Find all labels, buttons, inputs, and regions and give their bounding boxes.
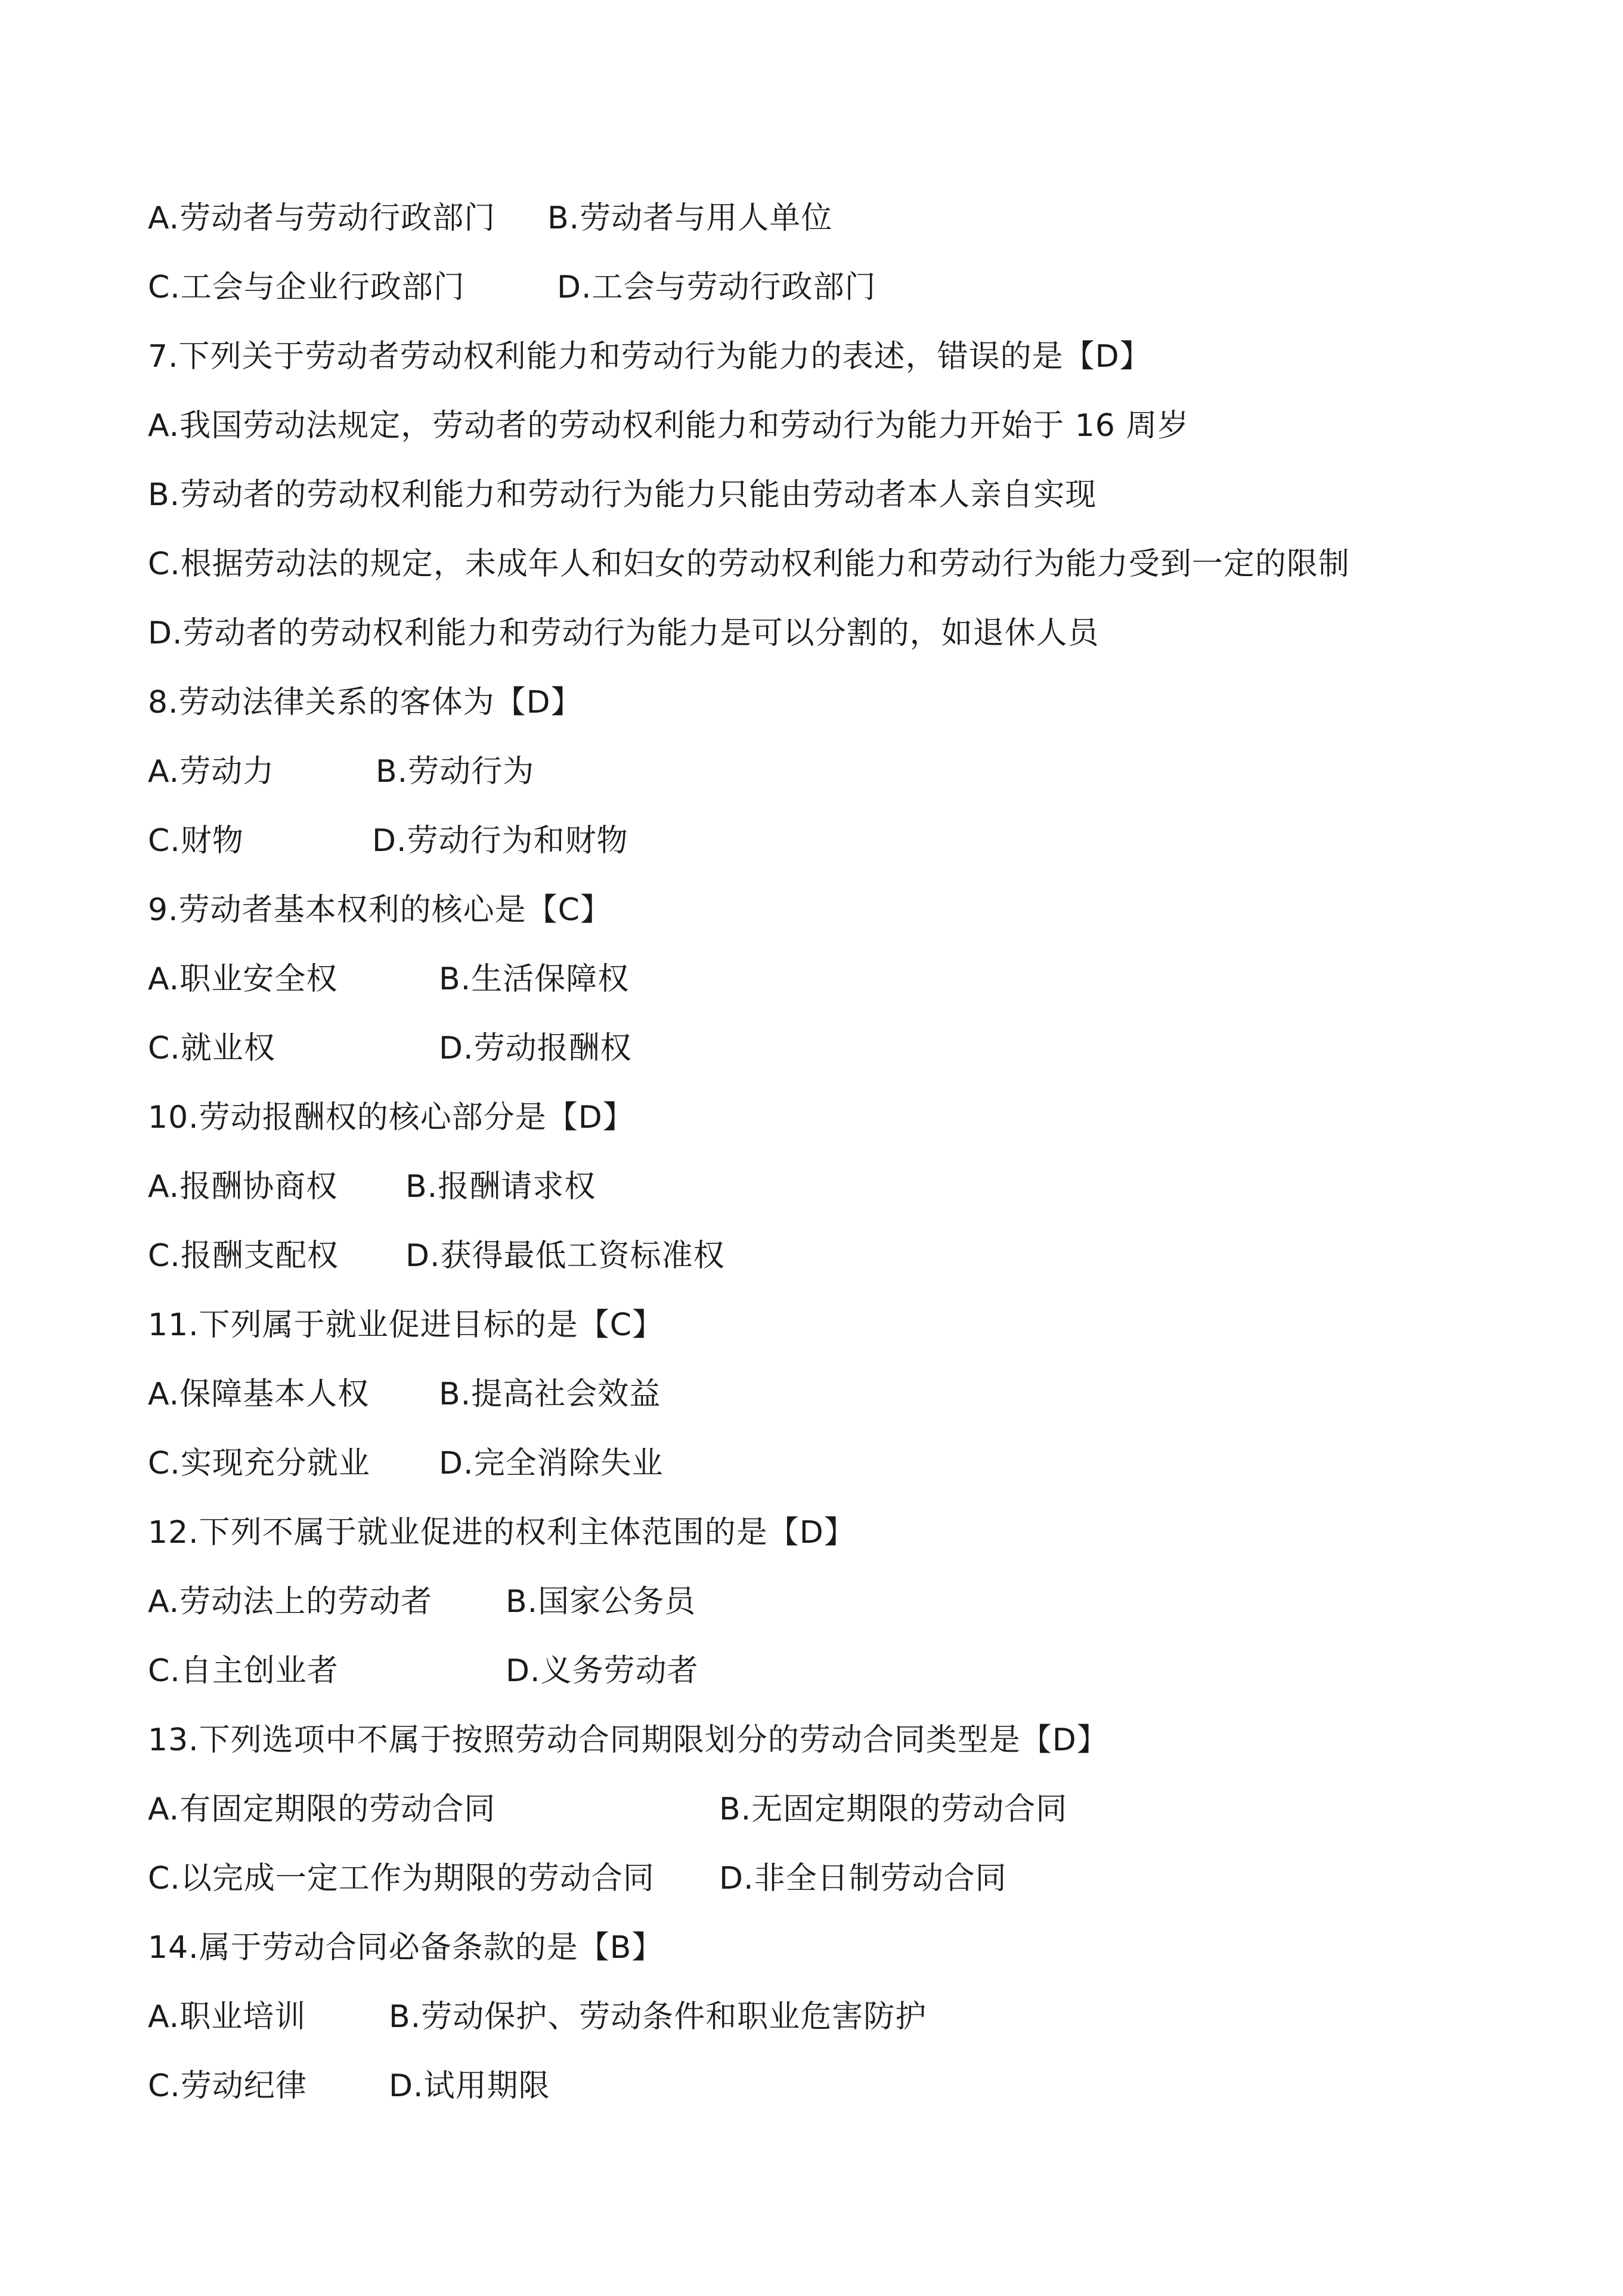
question-text: 14.属于劳动合同必备条款的是【B】 bbox=[148, 1930, 664, 1966]
option-b: B.生活保障权 bbox=[439, 961, 630, 997]
option-a: A.保障基本人权 bbox=[148, 1376, 370, 1412]
option-c: C.实现充分就业 bbox=[148, 1446, 370, 1481]
question-text: 10.劳动报酬权的核心部分是【D】 bbox=[148, 1100, 634, 1135]
option-b: B.无固定期限的劳动合同 bbox=[719, 1791, 1068, 1827]
option-b: B.提高社会效益 bbox=[439, 1376, 661, 1412]
option-a: A.劳动法上的劳动者 bbox=[148, 1584, 433, 1620]
option-b: B.国家公务员 bbox=[506, 1584, 696, 1620]
question-text: 9.劳动者基本权利的核心是【C】 bbox=[148, 892, 612, 928]
option-d: D.试用期限 bbox=[389, 2068, 550, 2104]
option-a: A.有固定期限的劳动合同 bbox=[148, 1791, 496, 1827]
option-d: D.义务劳动者 bbox=[506, 1653, 699, 1689]
option-c: C.劳动纪律 bbox=[148, 2068, 307, 2104]
option-c: C.工会与企业行政部门 bbox=[148, 270, 465, 305]
option-b: B.劳动保护、劳动条件和职业危害防护 bbox=[389, 1999, 927, 2035]
question-text: 11.下列属于就业促进目标的是【C】 bbox=[148, 1307, 664, 1343]
option-a: A.劳动者与劳动行政部门 bbox=[148, 200, 496, 236]
question-text: 13.下列选项中不属于按照劳动合同期限划分的劳动合同类型是【D】 bbox=[148, 1722, 1108, 1758]
option-a: A.职业安全权 bbox=[148, 961, 338, 997]
option-b: B.劳动行为 bbox=[376, 754, 535, 790]
option-d: D.劳动报酬权 bbox=[439, 1031, 632, 1066]
question-text: 12.下列不属于就业促进的权利主体范围的是【D】 bbox=[148, 1515, 856, 1551]
answer-option-line: B.劳动者的劳动权利能力和劳动行为能力只能由劳动者本人亲自实现 bbox=[148, 477, 1097, 513]
option-d: D.非全日制劳动合同 bbox=[719, 1861, 1007, 1896]
option-d: D.工会与劳动行政部门 bbox=[557, 270, 876, 305]
answer-option-line: C.根据劳动法的规定，未成年人和妇女的劳动权利能力和劳动行为能力受到一定的限制 bbox=[148, 546, 1350, 582]
option-a: A.报酬协商权 bbox=[148, 1169, 338, 1205]
option-c: C.财物 bbox=[148, 823, 244, 859]
answer-option-line: A.我国劳动法规定，劳动者的劳动权利能力和劳动行为能力开始于 16 周岁 bbox=[148, 408, 1190, 444]
answer-option-line: D.劳动者的劳动权利能力和劳动行为能力是可以分割的，如退休人员 bbox=[148, 615, 1099, 651]
option-a: A.劳动力 bbox=[148, 754, 275, 790]
option-c: C.自主创业者 bbox=[148, 1653, 339, 1689]
option-c: C.以完成一定工作为期限的劳动合同 bbox=[148, 1861, 655, 1896]
option-c: C.报酬支配权 bbox=[148, 1238, 339, 1274]
option-a: A.职业培训 bbox=[148, 1999, 306, 2035]
option-b: B.报酬请求权 bbox=[405, 1169, 596, 1205]
option-d: D.劳动行为和财物 bbox=[372, 823, 628, 859]
option-b: B.劳动者与用人单位 bbox=[547, 200, 833, 236]
option-d: D.获得最低工资标准权 bbox=[405, 1238, 725, 1274]
option-d: D.完全消除失业 bbox=[439, 1446, 664, 1481]
question-text: 7.下列关于劳动者劳动权利能力和劳动行为能力的表述，错误的是【D】 bbox=[148, 339, 1151, 375]
question-text: 8.劳动法律关系的客体为【D】 bbox=[148, 685, 583, 720]
option-c: C.就业权 bbox=[148, 1031, 275, 1066]
